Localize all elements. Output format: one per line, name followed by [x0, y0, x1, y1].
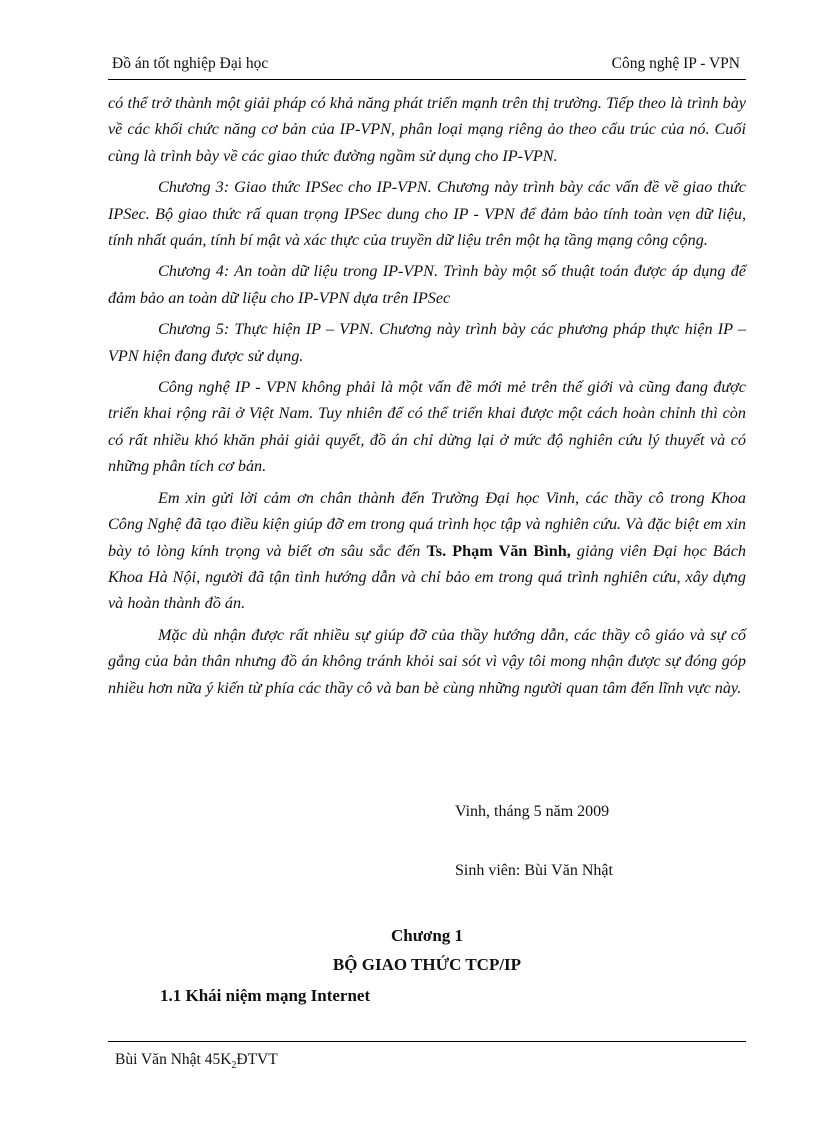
footer-subscript: 2	[231, 1060, 237, 1072]
footer-suffix: ĐTVT	[236, 1051, 278, 1068]
paragraph-chapter-5: Chương 5: Thực hiện IP – VPN. Chương này trình bày các phương pháp thực hiện IP – VPN hiện đang được sử dụng.	[108, 320, 746, 365]
footer-author	[115, 1051, 278, 1071]
section-heading: 1.1 Khái niệm mạng Internet	[160, 986, 371, 1005]
paragraph-closing: Mặc dù nhận được rất nhiều sự giúp đỡ của thầy hướng dẫn, các thầy cô giáo và sự cố gắng của bản thân nhưng đồ án không tránh khỏi sai sót vì vậy tôi mong nhận được sự đóng góp nhiều hơn nữa ý kiến từ phía các thầy cô và ban bè cùng những người quan tâm đến lĩnh vực này.	[108, 625, 746, 697]
signature-place-date: Vinh, tháng 5 năm 2009	[455, 803, 610, 820]
paragraph-chapter-4: Chương 4: An toàn dữ liệu trong IP-VPN. Trình bày một số thuật toán được áp dụng để đảm bảo an toàn dữ liệu cho IP-VPN dựa trên IPSec	[108, 262, 746, 307]
header-divider	[108, 79, 746, 80]
header-right: Công nghệ IP - VPN	[611, 55, 740, 72]
header-left: Đồ án tốt nghiệp Đại học	[112, 55, 269, 72]
signature-student: Sinh viên: Bùi Văn Nhật	[455, 862, 613, 879]
paragraph-ip-vpn-summary: Công nghệ IP - VPN không phải là một vấn đề mới mẻ trên thế giới và cũng đang được triển khai rộng rãi ở Việt Nam. Tuy nhiên để có thể triển khai được một cách hoàn chỉnh thì còn có rất nhiều khó khăn phải giải quyết, đồ án chỉ dừng lại ở mức độ nghiên cứu lý thuyết và có những phân tích cơ bản.	[108, 378, 746, 476]
chapter-title: BỘ GIAO THỨC TCP/IP	[332, 955, 522, 974]
paragraph-chapter-3: Chương 3: Giao thức IPSec cho IP-VPN. Chương này trình bày các vấn đề về giao thức IPSec. Bộ giao thức rấ quan trọng IPSec dung cho IP - VPN để đảm bảo tính toàn vẹn dữ liệu, tính nhất quán, tính bí mật và xác thực của truyền dữ liệu trên một hạ tầng mạng công cộng.	[108, 178, 746, 250]
paragraph-acknowledgement	[108, 485, 746, 617]
footer-name: Bùi Văn Nhật 45K	[115, 1051, 232, 1068]
document-body	[108, 90, 746, 701]
advisor-name: Ts. Phạm Văn Bình,	[426, 541, 571, 560]
paragraph-intro-continued: có thể trở thành một giải pháp có khả năng phát triển mạnh trên thị trường. Tiếp theo là trình bày về các khối chức năng cơ bản của IP-VPN, phân loại mạng riêng ảo theo cấu trúc của nó. Cuối cùng là trình bày về các giao thức đường ngầm sử dụng cho IP-VPN.	[108, 94, 746, 165]
chapter-number: Chương 1	[390, 926, 464, 945]
ack-text-start: Em xin gửi lời cảm ơn chân thành đến Trường Đại học Vinh, các thầy cô trong Khoa Công Nghệ đã tạo điều kiện giúp đỡ em trong quá trình học tập và nghiên cứu. Và đặc biệt em xin bày tỏ lòng kính trọng và biết ơn sâu sắc đến	[108, 488, 746, 560]
ack-text-end: giảng viên Đại học Bách Khoa Hà Nội, người đã tận tình hướng dẫn và chỉ bảo em trong quá trình nghiên cứu, xây dựng và hoàn thành đồ án.	[108, 541, 747, 613]
footer-divider	[108, 1041, 746, 1042]
